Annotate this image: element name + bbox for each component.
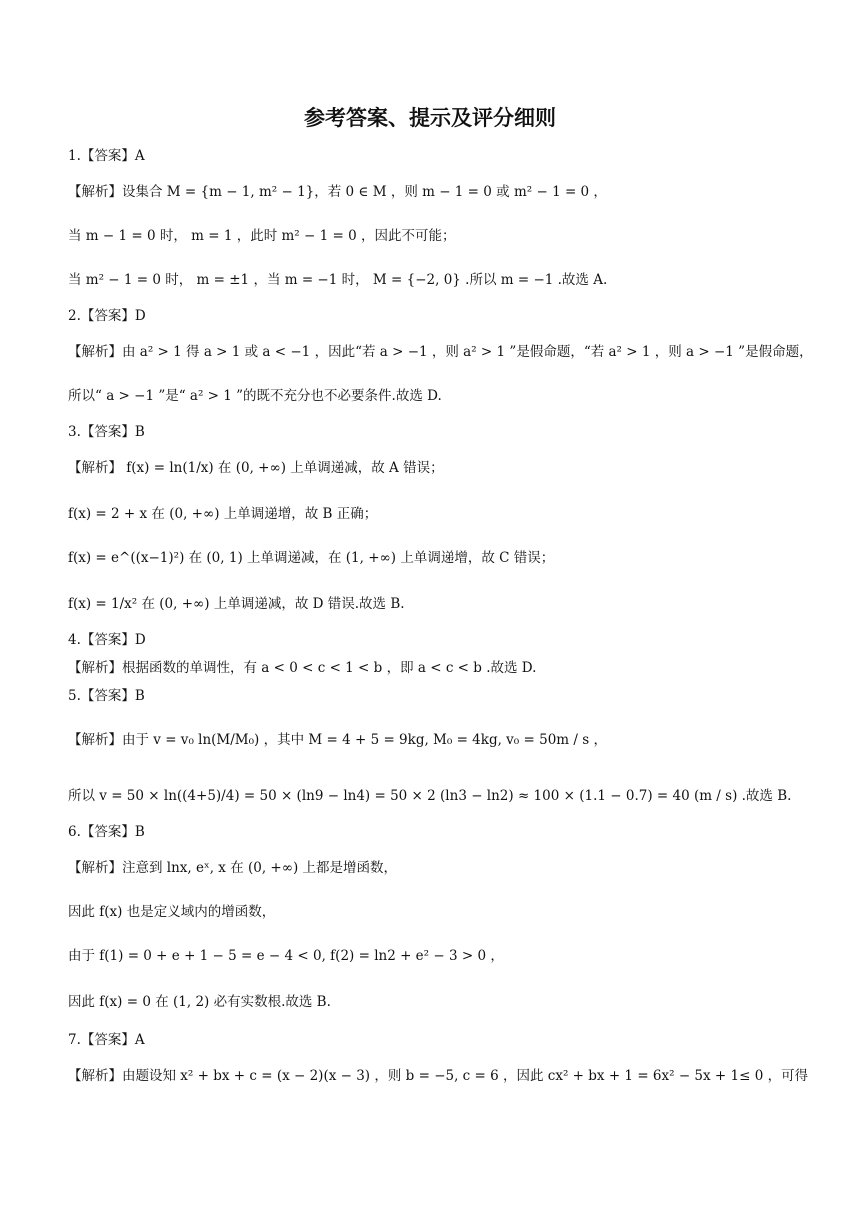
text-line: 因此 f(x) 也是定义域内的增函数， (68, 904, 276, 920)
page-title: 参考答案、提示及评分细则 (304, 106, 556, 130)
text-line: 当 m − 1 = 0 时， m = 1 ，此时 m² − 1 = 0 ，因此不可能； (68, 228, 456, 244)
text-line: 【解析】注意到 lnx, eˣ, x 在 (0, +∞) 上都是增函数， (68, 860, 398, 876)
text-line: 【解析】根据函数的单调性，有 a < 0 < c < 1 < b ，即 a < c < b .故选 D. (68, 660, 537, 676)
text-line: 4.【答案】D (68, 632, 146, 648)
text-line: 所以 v = 50 × ln((4+5)/4) = 50 × (ln9 − ln4) = 50 × 2 (ln3 − ln2) ≈ 100 × (1.1 − 0.7) = 40 (m / s) .故选 B. (68, 788, 792, 804)
text-line: 2.【答案】D (68, 308, 146, 324)
text-line: 【解析】由 a² > 1 得 a > 1 或 a < −1 ，因此“若 a > −1 ，则 a² > 1 ”是假命题，“若 a² > 1 ，则 a > −1 ”是假命题， (68, 344, 813, 360)
text-line: 【解析】设集合 M = {m − 1, m² − 1}，若 0 ∈ M ，则 m − 1 = 0 或 m² − 1 = 0 ， (68, 184, 607, 200)
text-line: 【解析】由于 v = v₀ ln(M/M₀) ，其中 M = 4 + 5 = 9kg, M₀ = 4kg, v₀ = 50m / s ， (68, 732, 607, 748)
text-line: 5.【答案】B (68, 688, 145, 704)
text-line: 当 m² − 1 = 0 时， m = ±1 ，当 m = −1 时， M = {−2, 0} .所以 m = −1 .故选 A. (68, 272, 608, 288)
text-line: 由于 f(1) = 0 + e + 1 − 5 = e − 4 < 0, f(2) = ln2 + e² − 3 > 0 ， (68, 948, 504, 964)
text-line: 【解析】 f(x) = ln(1/x) 在 (0, +∞) 上单调递减，故 A 错误； (68, 460, 444, 476)
text-line: 因此 f(x) = 0 在 (1, 2) 必有实数根.故选 B. (68, 994, 331, 1010)
text-line: 7.【答案】A (68, 1032, 145, 1048)
text-line: f(x) = 1/x² 在 (0, +∞) 上单调递减，故 D 错误.故选 B. (68, 596, 405, 612)
text-line: f(x) = e^((x−1)²) 在 (0, 1) 上单调递减，在 (1, +∞) 上单调递增，故 C 错误； (68, 550, 555, 566)
text-line: 所以“ a > −1 ”是“ a² > 1 ”的既不充分也不必要条件.故选 D. (68, 388, 442, 404)
text-line: 6.【答案】B (68, 824, 145, 840)
text-line: f(x) = 2 + x 在 (0, +∞) 上单调递增，故 B 正确； (68, 506, 378, 522)
text-line: 【解析】由题设知 x² + bx + c = (x − 2)(x − 3) ，则 b = −5, c = 6 ，因此 cx² + bx + 1 = 6x² − 5x + 1≤ 0 ，可得 (68, 1068, 809, 1084)
text-line: 3.【答案】B (68, 424, 145, 440)
text-line: 1.【答案】A (68, 148, 145, 164)
